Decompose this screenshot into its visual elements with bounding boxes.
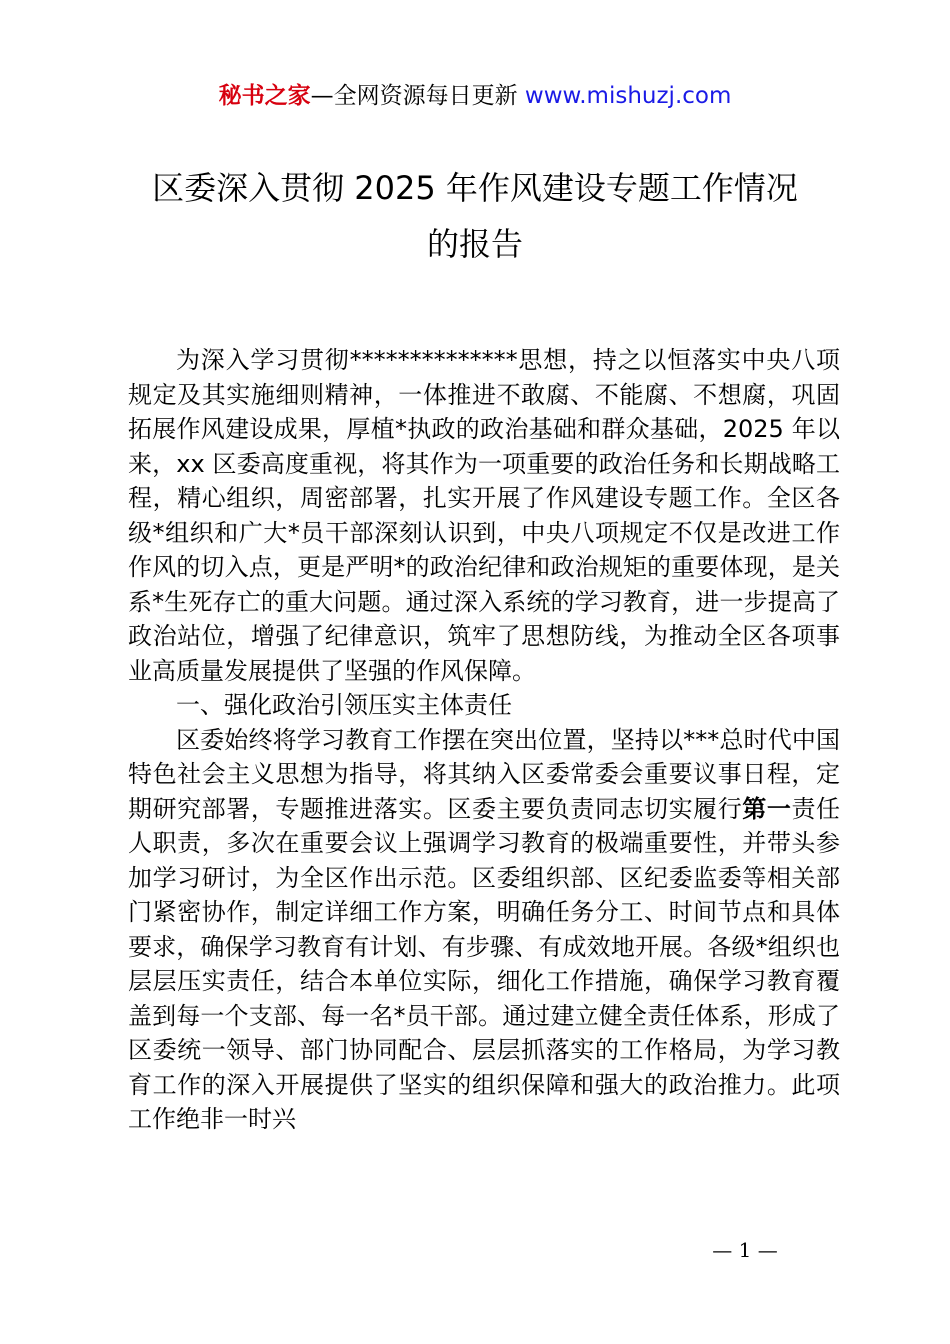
site-banner [0, 80, 950, 112]
site-url-link[interactable]: www.mishuzj.com [524, 83, 732, 109]
intro-paragraph: 为深入学习贯彻**************思想，持之以恒落实中央八项规定及其实施细则精神，一体推进不敢腐、不能腐、不想腐，巩固拓展作风建设成果，厚植*执政的政治基础和群众基础，2025 年以来，xx 区委高度重视，将其作为一项重要的政治任务和长期战略工程，精心组织，周密部署，扎实开展了作风建设专题工作。全区各级*组织和广大*员干部深刻认识到，中央八项规定不仅是改进工作作风的切入点，更是严明*的政治纪律和政治规矩的重要体现，是关系*生死存亡的重大问题。通过深入系统的学习教育，进一步提高了政治站位，增强了纪律意识，筑牢了思想防线，为推动全区各项事业高质量发展提供了坚强的作风保障。 [128, 346, 840, 685]
paragraph-text-part-1: 区委始终将学习教育工作摆在突出位置，坚持以***总时代中国特色社会主义思想为指导，将其纳入区委常委会重要议事日程，定期研究部署，专题推进落实。区委主要负责同志切实履行 [128, 725, 840, 823]
section-1-paragraph [128, 723, 840, 1137]
title-line-1: 区委深入贯彻 2025 年作风建设专题工作情况 [152, 169, 798, 207]
document-body [128, 343, 840, 1137]
title-line-2: 的报告 [426, 225, 523, 263]
site-brand: 秘书之家 [218, 83, 311, 109]
paragraph-text-part-2: 责任人职责，多次在重要会议上强调学习教育的极端重要性，并带头参加学习研讨，为全区作出示范。区委组织部、区纪委监委等相关部门紧密协作，制定详细工作方案，明确任务分工、时间节点和具体要求，确保学习教育有计划、有步骤、有成效地开展。各级*组织也层层压实责任，结合本单位实际，细化工作措施，确保学习教育覆盖到每一个支部、每一名*员干部。通过建立健全责任体系，形成了区委统一领导、部门协同配合、层层抓落实的工作格局，为学习教育工作的深入开展提供了坚实的组织保障和强大的政治推力。此项工作绝非一时兴 [128, 794, 841, 1133]
section-heading-1: 一、强化政治引领压实主体责任 [176, 691, 512, 719]
document-title [100, 160, 850, 272]
site-tagline: —全网资源每日更新 [310, 83, 525, 109]
emphasized-text: 第一 [742, 794, 792, 823]
page-number: — 1 — [712, 1238, 778, 1262]
